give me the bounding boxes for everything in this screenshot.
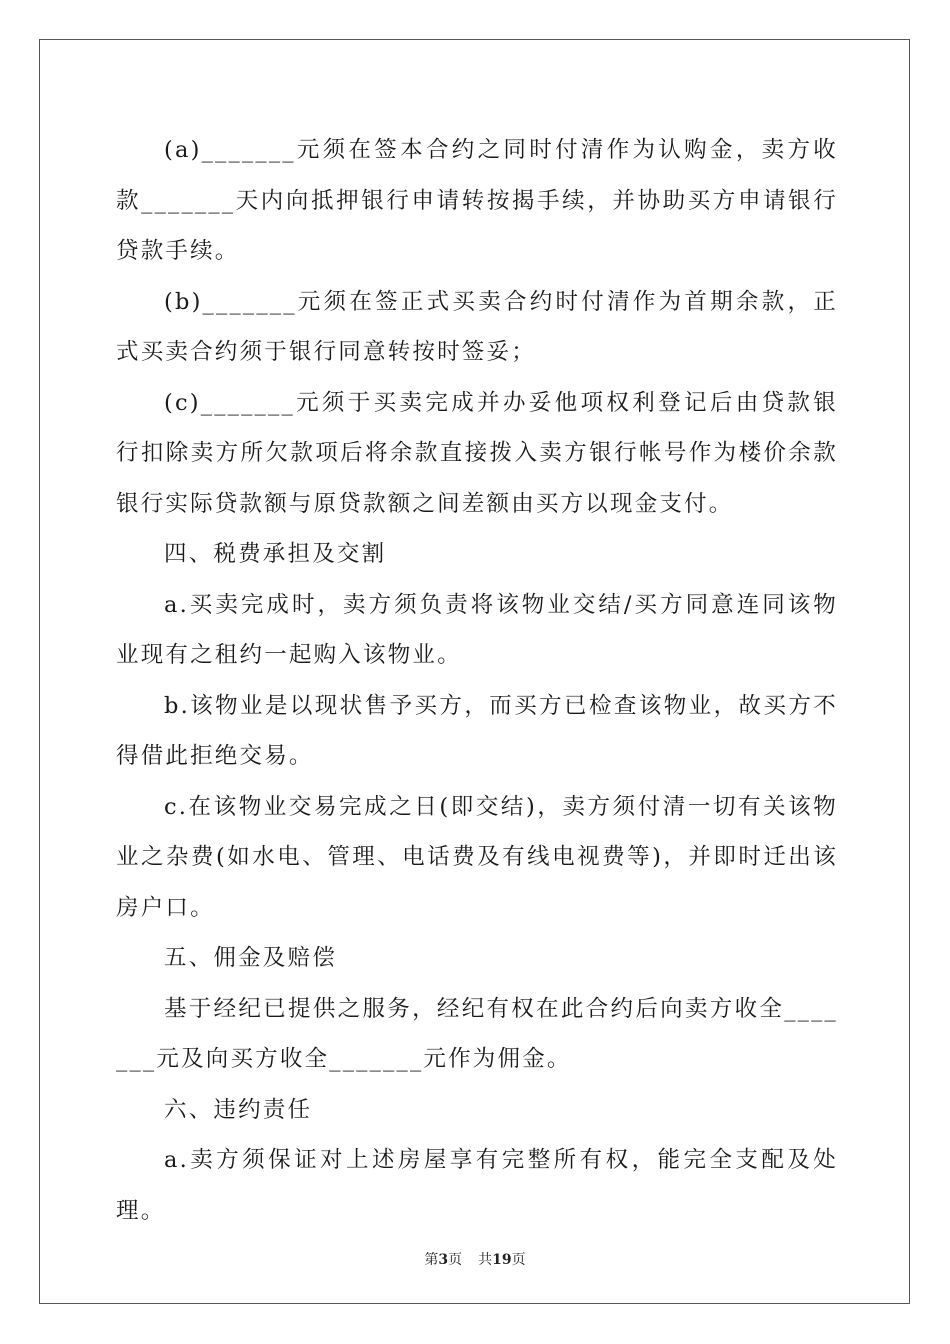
- document-body: [116, 125, 838, 1236]
- paragraph-taxes-a: a.买卖完成时，卖方须负责将该物业交结/买方同意连同该物业现有之租约一起购入该物业。: [116, 591, 838, 668]
- section-heading-liability: 六、违约责任: [164, 1096, 313, 1123]
- section-heading-commission: 五、佣金及赔偿: [164, 945, 337, 971]
- total-prefix: 共: [478, 1252, 493, 1268]
- paragraph-taxes-b: b.该物业是以现状售予买方，而买方已检查该物业，故买方不得借此拒绝交易。: [116, 692, 838, 769]
- total-suffix: 页: [511, 1252, 526, 1268]
- page-prefix: 第: [424, 1252, 439, 1268]
- paragraph-payment-a: (a)_______元须在签本合约之同时付清作为认购金，卖方收款_______天内向抵押银行申请转按揭手续，并协助买方申请银行贷款手续。: [116, 137, 838, 264]
- page-footer: [0, 1249, 950, 1269]
- paragraph-payment-c: (c)_______元须于买卖完成并办妥他项权利登记后由贷款银行扣除卖方所欠款项后将余款直接拨入卖方银行帐号作为楼价余款银行实际贷款额与原贷款额之间差额由买方以现金支付。: [116, 389, 838, 517]
- paragraph-commission: 基于经纪已提供之服务，经纪有权在此合约后向卖方收全_______元及向买方收全_______元作为佣金。: [116, 995, 838, 1072]
- page-number: 3: [438, 1252, 449, 1268]
- paragraph-payment-b: (b)_______元须在签正式买卖合约时付清作为首期余款，正式买卖合约须于银行同意转按时签妥；: [116, 288, 838, 365]
- paragraph-taxes-c: c.在该物业交易完成之日(即交结)，卖方须付清一切有关该物业之杂费(如水电、管理、电话费及有线电视费等)，并即时迁出该房户口。: [116, 793, 838, 921]
- section-heading-taxes: 四、税费承担及交割: [164, 541, 387, 567]
- page-suffix: 页: [448, 1252, 463, 1268]
- paragraph-liability-a: a.卖方须保证对上述房屋享有完整所有权，能完全支配及处理。: [116, 1147, 838, 1224]
- total-pages: 19: [492, 1252, 512, 1268]
